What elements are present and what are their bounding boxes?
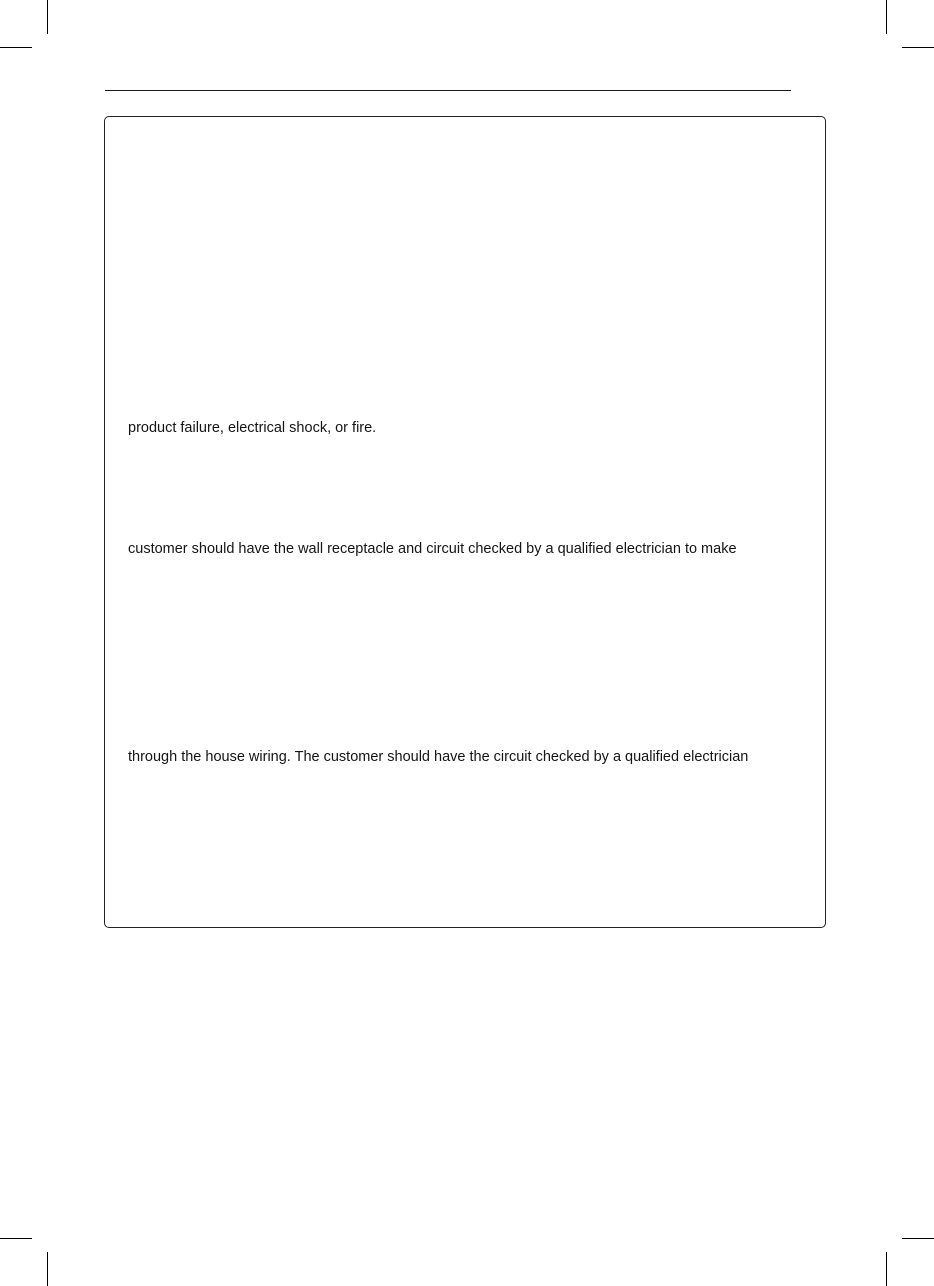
crop-mark-top-right-horizontal: [902, 47, 934, 48]
crop-mark-bottom-left-horizontal: [0, 1238, 32, 1239]
header-rule: [105, 90, 791, 91]
body-text-line: through the house wiring. The customer should have the circuit checked by a qualified electrician: [128, 749, 749, 765]
crop-mark-bottom-right-vertical: [886, 1252, 887, 1286]
content-box: [104, 116, 826, 928]
crop-mark-top-right-vertical: [886, 0, 887, 34]
body-text-line: product failure, electrical shock, or fire.: [128, 420, 377, 436]
body-text-line: customer should have the wall receptacle and circuit checked by a qualified electrician to make: [128, 541, 737, 557]
crop-mark-bottom-right-horizontal: [902, 1238, 934, 1239]
crop-mark-bottom-left-vertical: [47, 1252, 48, 1286]
crop-mark-top-left-horizontal: [0, 47, 32, 48]
crop-mark-top-left-vertical: [47, 0, 48, 34]
